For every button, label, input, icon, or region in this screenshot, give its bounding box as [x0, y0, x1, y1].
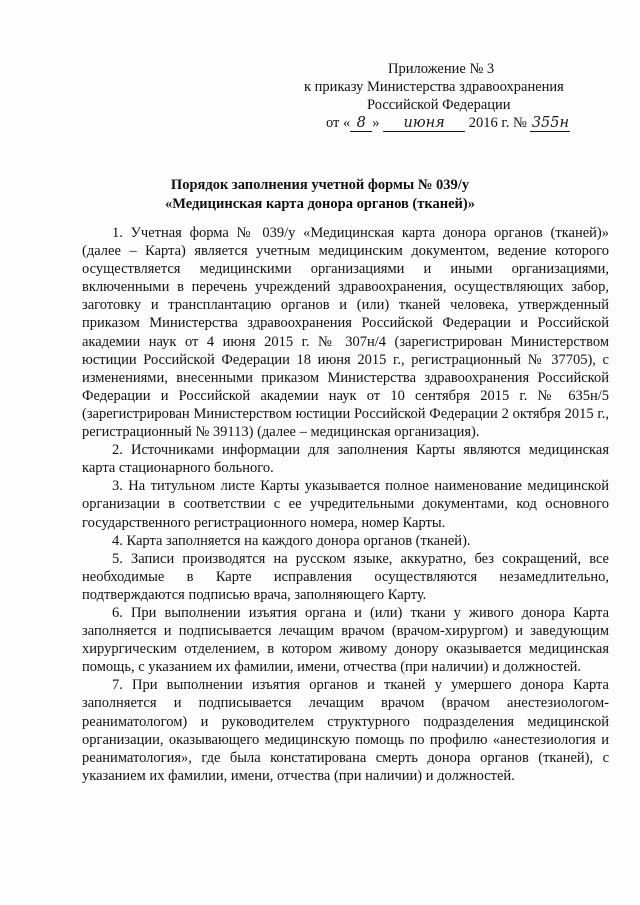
paragraph-4: 4. Карта заполняется на каждого донора органов (тканей).	[112, 532, 471, 549]
year-text: 2016 г. №	[468, 115, 527, 131]
paragraph-2: 2. Источниками информации для заполнения Карты являются медицинская карта стационарного больного.	[82, 442, 609, 477]
paragraph-3: 3. На титульном листе Карты указывается полное наименование медицинской организации в соответствии с ее учредительными документами, код основного государственного регистрационного номера, номер Карты.	[82, 478, 609, 531]
document-title-line2: «Медицинская карта донора органов (тканей)»	[164, 196, 475, 212]
order-date-line	[300, 114, 610, 132]
paragraph-1: 1. Учетная форма № 039/у «Медицинская карта донора органов (тканей)» (далее – Карта) является учетным медицинским документом, ведение которого осуществляется медицинскими организациями и иными организациями, включенными в перечень учреждений здравоохранения, осуществляющих забор, заготовку и трансплантацию органов и (или) тканей человека, утвержденный приказом Министерства здравоохранения Российской Федерации и Российской академии наук от 4 июня 2015 г. № 307н/4 (зарегистрирован Министерством юстиции Российской Федерации 18 июня 2015 г., регистрационный № 37705), с изменениями, внесенными приказом Министерства здравоохранения Российской Федерации и Российской академии наук от 10 сентября 2015 г. № 635н/5 (зарегистрирован Министерством юстиции Российской Федерации 2 октября 2015 г., регистрационный № 39113) (далее – медицинская организация).	[82, 225, 609, 441]
appendix-header	[300, 60, 610, 132]
paragraph-5: 5. Записи производятся на русском языке, аккуратно, без сокращений, все необходимые в Карте исправления осуществляются незамедлительно, подтверждаются подписью врача, заполняющего Карту.	[82, 550, 609, 603]
document-body	[82, 224, 609, 785]
order-reference: к приказу Министерства здравоохранения	[304, 79, 564, 95]
handwritten-day: 8	[350, 116, 372, 132]
paragraph-7: 7. При выполнении изъятия органов и тканей у умершего донора Карта заполняется и подписывается лечащим врачом (врачом анестезиологом-реаниматологом) и руководителем структурного подразделения медицинской организации, оказывающего медицинскую помощь по профилю «анестезиология и реаниматология», где была констатирована смерть донора органов (тканей), с указанием их фамилии, имени, отчества (при наличии) и должностей.	[82, 677, 609, 784]
appendix-label: Приложение № 3	[388, 61, 495, 77]
handwritten-month: июня	[383, 116, 465, 132]
date-prefix: от «	[326, 115, 351, 131]
handwritten-number: 355н	[531, 115, 570, 131]
document-title-line1: Порядок заполнения учетной формы № 039/у	[170, 177, 470, 193]
date-mid: »	[372, 115, 380, 131]
federation-label: Российской Федерации	[367, 97, 511, 113]
paragraph-6: 6. При выполнении изъятия органа и (или) ткани у живого донора Карта заполняется и подписывается лечащим врачом (врачом-хирургом) и заведующим хирургическим отделением, в котором живому донору оказывается медицинская помощь, с указанием их фамилии, имени, отчества (при наличии) и должностей.	[82, 604, 609, 676]
